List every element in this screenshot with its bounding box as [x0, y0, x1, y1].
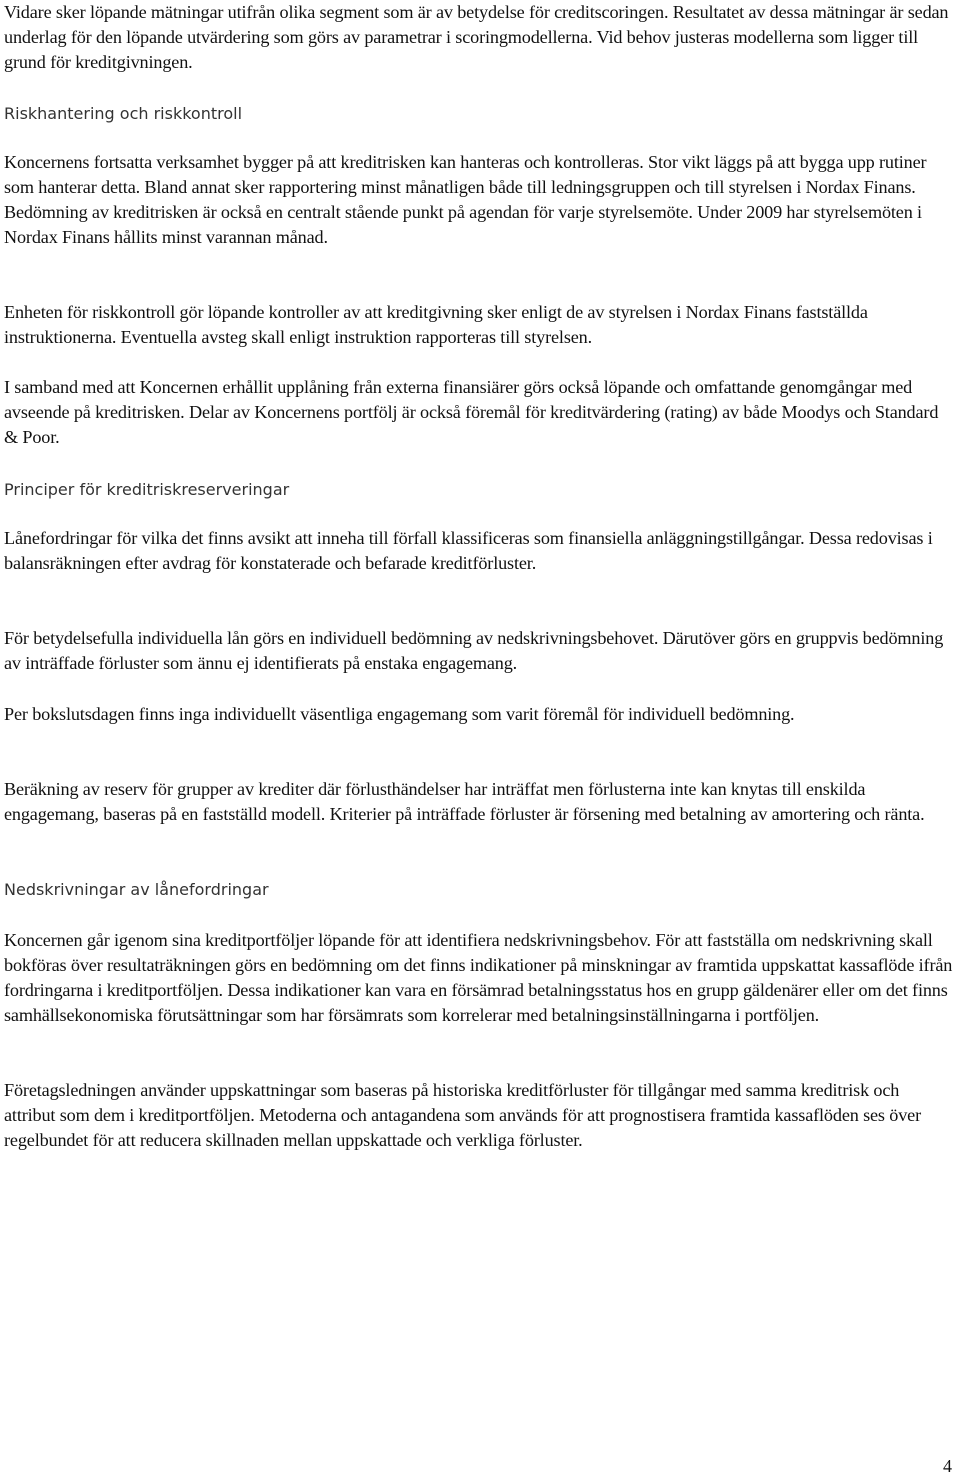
- body-text: Lånefordringar för vilka det finns avsikt att inneha till förfall klassificeras som finansiella anläggningstillgångar. Dessa redovisas i balansräkningen efter avdrag för konstaterade och befarade kreditförluster.: [4, 528, 933, 573]
- paragraph-intro: [4, 0, 954, 75]
- paragraph-risk-1: [4, 150, 954, 250]
- paragraph-risk-2: [4, 300, 954, 350]
- body-text: Företagsledningen använder uppskattningar som baseras på historiska kreditförluster för tillgångar med samma kreditrisk och attribut som dem i kreditportföljen. Metoderna och antagandena som används för att prognostisera framtida kassaflöden ses över regelbundet för att reducera skillnaden mellan uppskattade och verkliga förluster.: [4, 1080, 921, 1150]
- paragraph-principles-1: [4, 526, 954, 576]
- body-text: Vidare sker löpande mätningar utifrån olika segment som är av betydelse för creditscoringen. Resultatet av dessa mätningar är sedan underlag för den löpande utvärdering som görs av parametrar i scoringmodellerna. Vid behov justeras modellerna som ligger till grund för kreditgivningen.: [4, 2, 949, 72]
- paragraph-principles-3: [4, 702, 954, 727]
- body-text: Koncernen går igenom sina kreditportföljer löpande för att identifiera nedskrivningsbehov. För att fastställa om nedskrivning skall bokföras över resultaträkningen görs en bedömning om det finns indikationer på minskningar av framtida uppskattat kassaflöde ifrån fordringarna i kreditportföljen. Dessa indikationer kan vara en försämrad betalningsstatus hos en grupp gäldenärer eller om det finns samhällsekonomiska förutsättningar som har försämrats som korrelerar med betalningsinställningarna i portföljen.: [4, 930, 953, 1025]
- body-text: I samband med att Koncernen erhållit upplåning från externa finansiärer görs också löpande och omfattande genomgångar med avseende på kreditrisken. Delar av Koncernens portfölj är också föremål för kreditvärdering (rating) av både Moodys och Standard & Poor.: [4, 377, 939, 447]
- section-heading-risk: Riskhantering och riskkontroll: [4, 104, 243, 123]
- paragraph-impairment-1: [4, 928, 954, 1028]
- heading-principles-block: [4, 477, 954, 502]
- body-text: Per bokslutsdagen finns inga individuellt väsentliga engagemang som varit föremål för individuell bedömning.: [4, 704, 795, 724]
- heading-risk-block: [4, 101, 954, 126]
- heading-impairment-block: [4, 877, 954, 902]
- body-text: Koncernens fortsatta verksamhet bygger på att kreditrisken kan hanteras och kontrolleras. Stor vikt läggs på att bygga upp rutiner som hanterar detta. Bland annat sker rapportering minst månatligen både till ledningsgruppen och till styrelsen i Nordax Finans. Bedömning av kreditrisken är också en centralt stående punkt på agendan för varje styrelsemöte. Under 2009 har styrelsemöten i Nordax Finans hållits minst varannan månad.: [4, 152, 927, 247]
- paragraph-principles-4: [4, 777, 954, 827]
- page-number: 4: [943, 1456, 952, 1476]
- body-text: Beräkning av reserv för grupper av krediter där förlusthändelser har inträffat men förlusterna inte kan knytas till enskilda engagemang, baseras på en fastställd modell. Kriterier på inträffade förluster är försening med betalning av amortering och ränta.: [4, 779, 925, 824]
- paragraph-principles-2: [4, 626, 954, 676]
- section-heading-impairment: Nedskrivningar av lånefordringar: [4, 880, 269, 899]
- body-text: För betydelsefulla individuella lån görs en individuell bedömning av nedskrivningsbehovet. Därutöver görs en gruppvis bedömning av inträffade förluster som ännu ej identifierats på enstaka engagemang.: [4, 628, 944, 673]
- paragraph-impairment-2: [4, 1078, 954, 1153]
- paragraph-risk-3: [4, 375, 954, 450]
- section-heading-principles: Principer för kreditriskreserveringar: [4, 480, 290, 499]
- body-text: Enheten för riskkontroll gör löpande kontroller av att kreditgivning sker enligt de av styrelsen i Nordax Finans fastställda instruktionerna. Eventuella avsteg skall enligt instruktion rapporteras till styrelsen.: [4, 302, 868, 347]
